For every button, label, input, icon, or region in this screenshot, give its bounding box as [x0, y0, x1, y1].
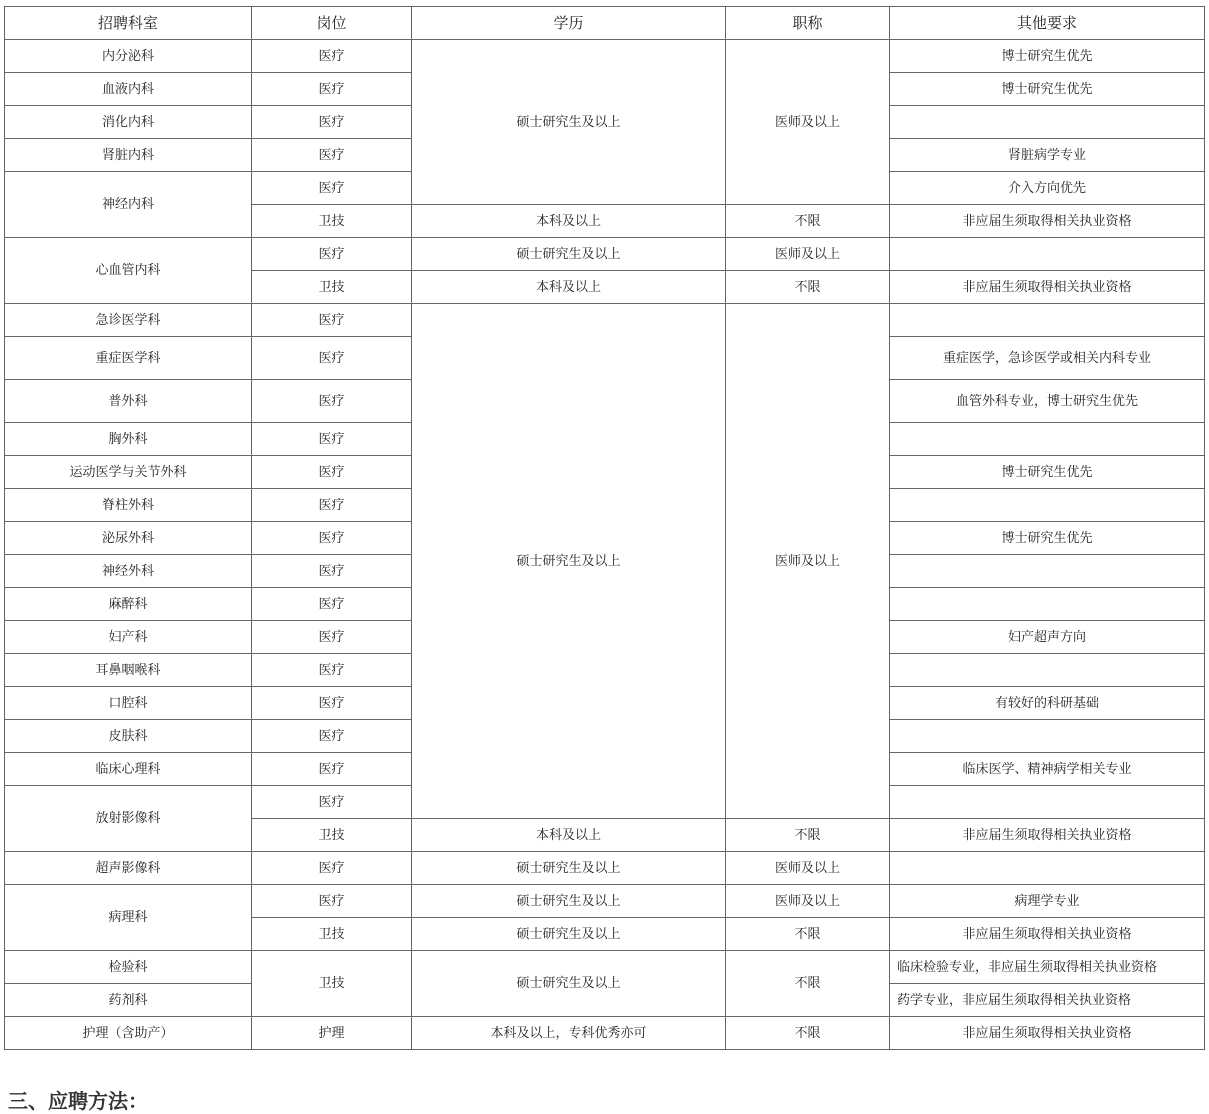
- post-cell: 医疗: [252, 786, 412, 819]
- dept-cell: 药剂科: [5, 984, 252, 1017]
- post-cell: 医疗: [252, 654, 412, 687]
- other-cell: [890, 555, 1205, 588]
- post-cell: 卫技: [252, 951, 412, 1017]
- table-row: [5, 1017, 1205, 1050]
- header-title: 职称: [726, 7, 890, 40]
- dept-cell: 心血管内科: [5, 238, 252, 304]
- dept-cell: 泌尿外科: [5, 522, 252, 555]
- header-post: 岗位: [252, 7, 412, 40]
- post-cell: 医疗: [252, 337, 412, 380]
- post-cell: 医疗: [252, 106, 412, 139]
- other-cell: 非应届生须取得相关执业资格: [890, 819, 1205, 852]
- other-cell: 临床医学、精神病学相关专业: [890, 753, 1205, 786]
- recruitment-table: [4, 6, 1205, 1050]
- other-cell: 博士研究生优先: [890, 40, 1205, 73]
- other-cell: [890, 588, 1205, 621]
- dept-cell: 病理科: [5, 885, 252, 951]
- dept-cell: 血液内科: [5, 73, 252, 106]
- other-cell: 博士研究生优先: [890, 73, 1205, 106]
- other-cell: 非应届生须取得相关执业资格: [890, 1017, 1205, 1050]
- post-cell: 卫技: [252, 271, 412, 304]
- other-cell: 重症医学，急诊医学或相关内科专业: [890, 337, 1205, 380]
- title-cell: 医师及以上: [726, 852, 890, 885]
- other-cell: 非应届生须取得相关执业资格: [890, 918, 1205, 951]
- post-cell: 医疗: [252, 73, 412, 106]
- title-cell: 不限: [726, 271, 890, 304]
- edu-cell: 硕士研究生及以上: [412, 40, 726, 205]
- dept-cell: 普外科: [5, 380, 252, 423]
- title-cell: 医师及以上: [726, 304, 890, 819]
- post-cell: 医疗: [252, 555, 412, 588]
- post-cell: 医疗: [252, 489, 412, 522]
- other-cell: [890, 852, 1205, 885]
- header-row: [5, 7, 1205, 40]
- title-cell: 医师及以上: [726, 40, 890, 205]
- post-cell: 医疗: [252, 753, 412, 786]
- edu-cell: 硕士研究生及以上: [412, 852, 726, 885]
- header-edu: 学历: [412, 7, 726, 40]
- post-cell: 医疗: [252, 139, 412, 172]
- other-cell: [890, 304, 1205, 337]
- other-cell: 非应届生须取得相关执业资格: [890, 271, 1205, 304]
- edu-cell: 硕士研究生及以上: [412, 304, 726, 819]
- post-cell: 医疗: [252, 687, 412, 720]
- title-cell: 医师及以上: [726, 885, 890, 918]
- dept-cell: 脊柱外科: [5, 489, 252, 522]
- other-cell: [890, 720, 1205, 753]
- dept-cell: 神经外科: [5, 555, 252, 588]
- table-row: [5, 852, 1205, 885]
- post-cell: 卫技: [252, 918, 412, 951]
- header-other: 其他要求: [890, 7, 1205, 40]
- edu-cell: 硕士研究生及以上: [412, 238, 726, 271]
- title-cell: 不限: [726, 1017, 890, 1050]
- other-cell: 博士研究生优先: [890, 456, 1205, 489]
- dept-cell: 检验科: [5, 951, 252, 984]
- dept-cell: 肾脏内科: [5, 139, 252, 172]
- post-cell: 医疗: [252, 238, 412, 271]
- section-heading: 三、应聘方法：: [8, 1089, 148, 1113]
- post-cell: 医疗: [252, 304, 412, 337]
- title-cell: 不限: [726, 205, 890, 238]
- table-row: [5, 304, 1205, 337]
- edu-cell: 本科及以上: [412, 205, 726, 238]
- dept-cell: 口腔科: [5, 687, 252, 720]
- other-cell: 药学专业，非应届生须取得相关执业资格: [890, 984, 1205, 1017]
- other-cell: 病理学专业: [890, 885, 1205, 918]
- dept-cell: 急诊医学科: [5, 304, 252, 337]
- title-cell: 不限: [726, 951, 890, 1017]
- dept-cell: 神经内科: [5, 172, 252, 238]
- post-cell: 医疗: [252, 40, 412, 73]
- dept-cell: 内分泌科: [5, 40, 252, 73]
- post-cell: 护理: [252, 1017, 412, 1050]
- other-cell: [890, 786, 1205, 819]
- other-cell: 博士研究生优先: [890, 522, 1205, 555]
- dept-cell: 超声影像科: [5, 852, 252, 885]
- edu-cell: 硕士研究生及以上: [412, 918, 726, 951]
- dept-cell: 消化内科: [5, 106, 252, 139]
- edu-cell: 本科及以上，专科优秀亦可: [412, 1017, 726, 1050]
- title-cell: 医师及以上: [726, 238, 890, 271]
- title-cell: 不限: [726, 819, 890, 852]
- post-cell: 医疗: [252, 380, 412, 423]
- other-cell: 介入方向优先: [890, 172, 1205, 205]
- dept-cell: 放射影像科: [5, 786, 252, 852]
- post-cell: 医疗: [252, 588, 412, 621]
- post-cell: 医疗: [252, 522, 412, 555]
- other-cell: [890, 489, 1205, 522]
- other-cell: [890, 106, 1205, 139]
- edu-cell: 本科及以上: [412, 271, 726, 304]
- dept-cell: 妇产科: [5, 621, 252, 654]
- other-cell: 肾脏病学专业: [890, 139, 1205, 172]
- title-cell: 不限: [726, 918, 890, 951]
- post-cell: 卫技: [252, 205, 412, 238]
- other-cell: 非应届生须取得相关执业资格: [890, 205, 1205, 238]
- post-cell: 医疗: [252, 885, 412, 918]
- dept-cell: 护理（含助产）: [5, 1017, 252, 1050]
- post-cell: 医疗: [252, 852, 412, 885]
- dept-cell: 重症医学科: [5, 337, 252, 380]
- table-row: [5, 951, 1205, 984]
- header-dept: 招聘科室: [5, 7, 252, 40]
- post-cell: 医疗: [252, 720, 412, 753]
- edu-cell: 硕士研究生及以上: [412, 885, 726, 918]
- dept-cell: 耳鼻咽喉科: [5, 654, 252, 687]
- table-row: [5, 885, 1205, 918]
- post-cell: 医疗: [252, 456, 412, 489]
- other-cell: 妇产超声方向: [890, 621, 1205, 654]
- table-row: [5, 40, 1205, 73]
- dept-cell: 临床心理科: [5, 753, 252, 786]
- post-cell: 医疗: [252, 621, 412, 654]
- post-cell: 医疗: [252, 172, 412, 205]
- dept-cell: 胸外科: [5, 423, 252, 456]
- other-cell: [890, 423, 1205, 456]
- other-cell: 血管外科专业，博士研究生优先: [890, 380, 1205, 423]
- dept-cell: 皮肤科: [5, 720, 252, 753]
- edu-cell: 硕士研究生及以上: [412, 951, 726, 1017]
- post-cell: 医疗: [252, 423, 412, 456]
- other-cell: [890, 238, 1205, 271]
- table-row: [5, 238, 1205, 271]
- dept-cell: 麻醉科: [5, 588, 252, 621]
- dept-cell: 运动医学与关节外科: [5, 456, 252, 489]
- other-cell: 临床检验专业，非应届生须取得相关执业资格: [890, 951, 1205, 984]
- other-cell: [890, 654, 1205, 687]
- edu-cell: 本科及以上: [412, 819, 726, 852]
- other-cell: 有较好的科研基础: [890, 687, 1205, 720]
- post-cell: 卫技: [252, 819, 412, 852]
